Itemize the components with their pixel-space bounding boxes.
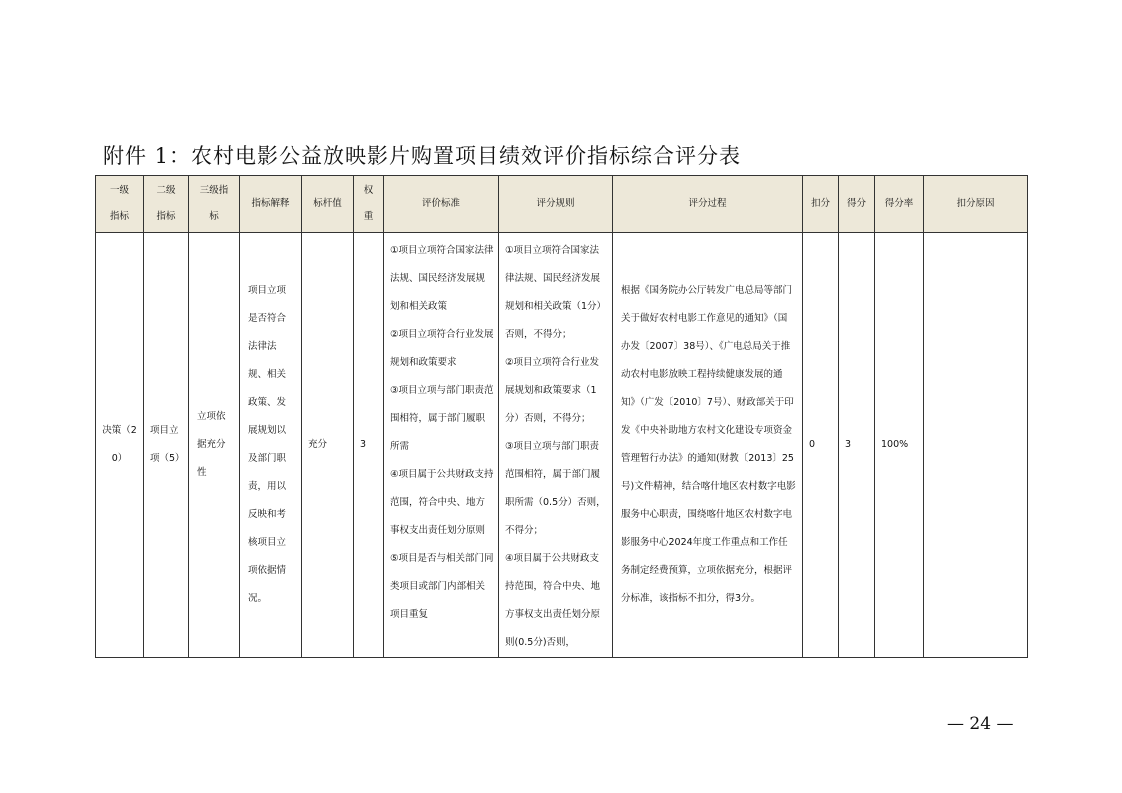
header-weight: 权重	[354, 176, 384, 233]
header-score: 得分	[839, 176, 875, 233]
cell-score: 3	[839, 233, 875, 658]
cell-benchmark: 充分	[302, 233, 354, 658]
header-rate: 得分率	[875, 176, 924, 233]
page-number: — 24 —	[947, 714, 1014, 734]
table-header-row	[96, 176, 1028, 233]
cell-reason	[924, 233, 1028, 658]
cell-explanation: 项目立项是否符合法律法规、相关政策、发展规划以及部门职责，用以反映和考核项目立项依据情况。	[240, 233, 302, 658]
cell-standard: ①项目立项符合国家法律法规、国民经济发展规划和相关政策 ②项目立项符合行业发展规划和政策要求 ③项目立项与部门职责范围相符，属于部门履职所需 ④项目属于公共财政支持范围，符合中央、地方事权支出责任划分原则 ⑤项目是否与相关部门同类项目或部门内部相关项目重复	[384, 233, 499, 658]
header-level2: 二级指标	[144, 176, 189, 233]
cell-rate: 100%	[875, 233, 924, 658]
cell-level2: 项目立项（5）	[144, 233, 189, 658]
header-rules: 评分规则	[499, 176, 613, 233]
header-process: 评分过程	[613, 176, 803, 233]
cell-level1: 决策（20）	[96, 233, 144, 658]
evaluation-score-table	[95, 175, 1028, 658]
header-level3: 三级指标	[189, 176, 240, 233]
page-title: 附件 1：农村电影公益放映影片购置项目绩效评价指标综合评分表	[103, 144, 742, 168]
cell-process: 根据《国务院办公厅转发广电总局等部门关于做好农村电影工作意见的通知》（国办发〔2007〕38号）、《广电总局关于推动农村电影放映工程持续健康发展的通知》（广发〔2010〕7号）、财政部关于印发《中央补助地方农村文化建设专项资金管理暂行办法》的通知(财教〔2013〕25号)文件精神，结合喀什地区农村数字电影服务中心职责，围绕喀什地区农村数字电影服务中心2024年度工作重点和工作任务制定经费预算，立项依据充分，根据评分标准，该指标不扣分，得3分。	[613, 233, 803, 658]
header-reason: 扣分原因	[924, 176, 1028, 233]
cell-deduction: 0	[803, 233, 839, 658]
header-standard: 评价标准	[384, 176, 499, 233]
header-level1: 一级指标	[96, 176, 144, 233]
table-row	[96, 233, 1028, 658]
header-benchmark: 标杆值	[302, 176, 354, 233]
cell-rules: ①项目立项符合国家法律法规、国民经济发展规划和相关政策（1分）否则，不得分； ②项目立项符合行业发展规划和政策要求（1分）否则，不得分； ③项目立项与部门职责范围相符，属于部门履职所需（0.5分）否则，不得分； ④项目属于公共财政支持范围，符合中央、地方事权支出责任划分原则(0.5分)否则，	[499, 233, 613, 658]
header-deduction: 扣分	[803, 176, 839, 233]
cell-weight: 3	[354, 233, 384, 658]
header-explanation: 指标解释	[240, 176, 302, 233]
cell-level3: 立项依据充分性	[189, 233, 240, 658]
